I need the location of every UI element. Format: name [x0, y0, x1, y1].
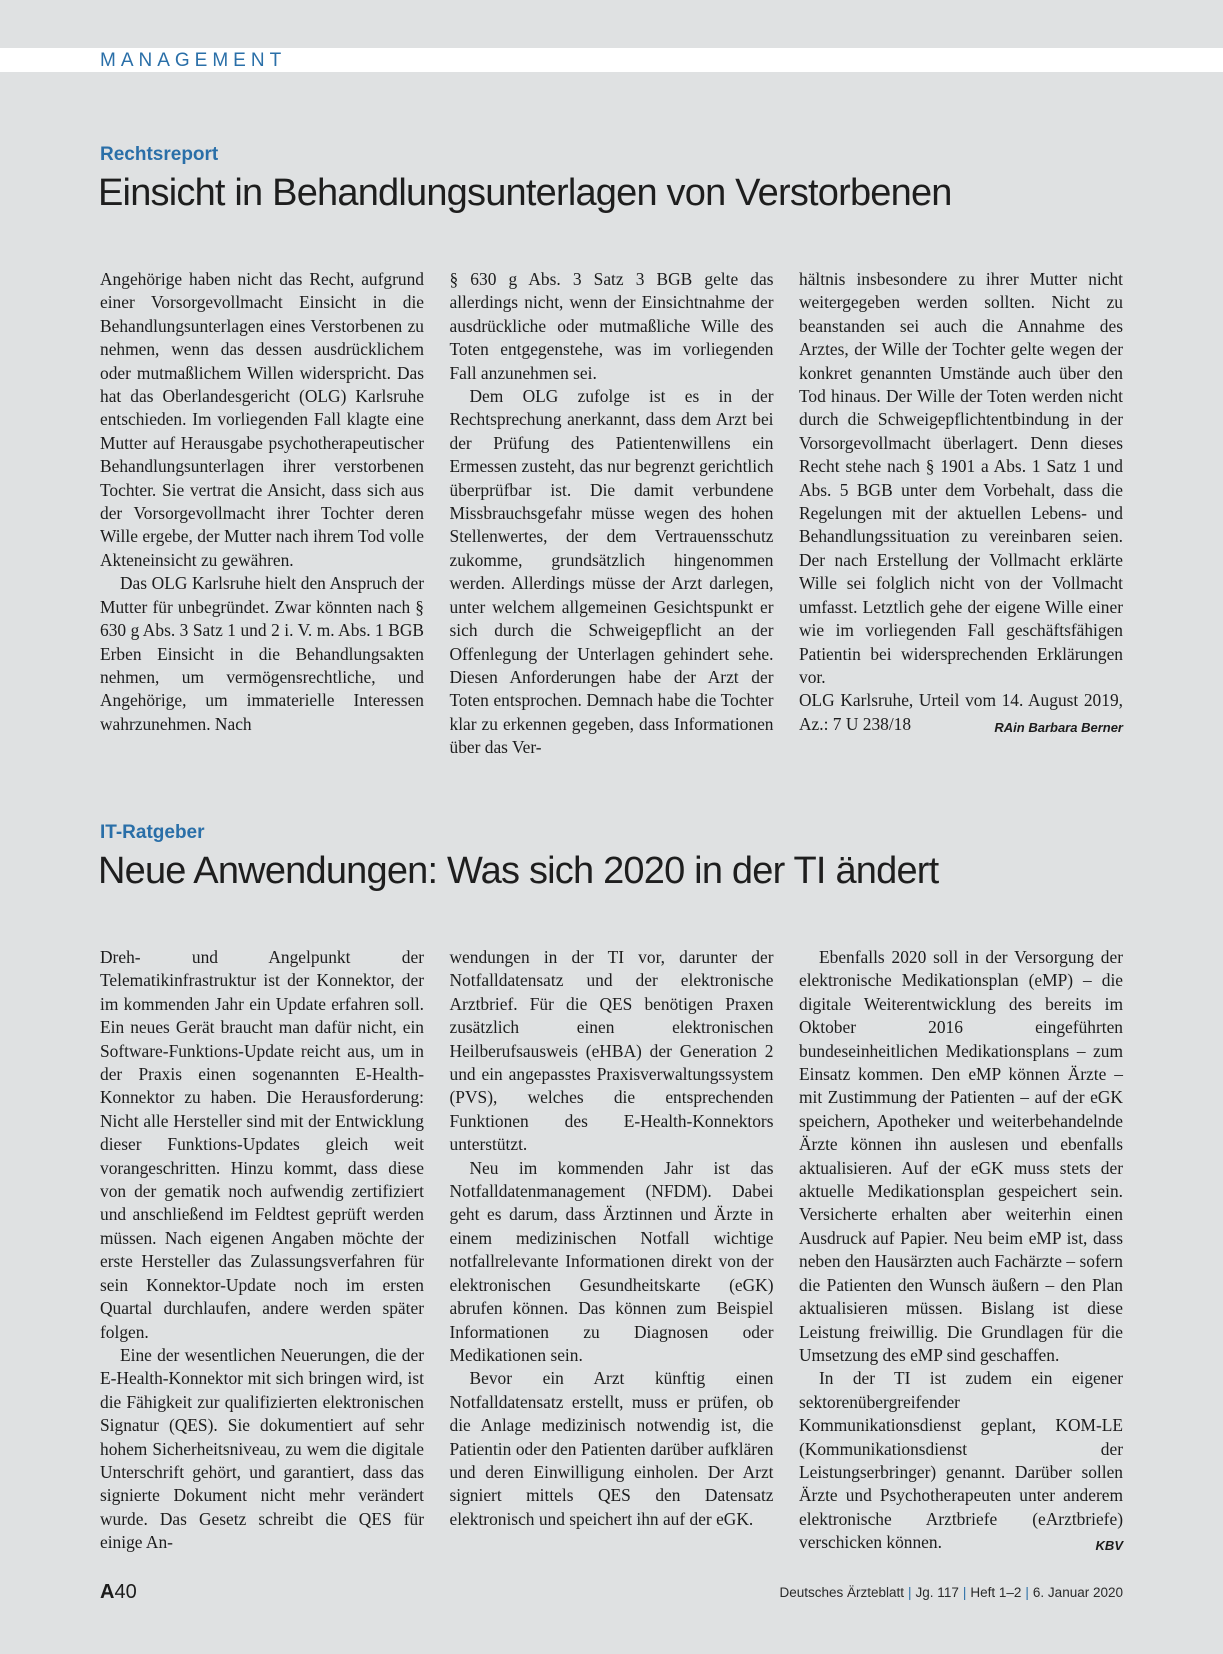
journal-date: 6. Januar 2020	[1032, 1585, 1123, 1600]
article2-column-3	[799, 946, 1123, 1558]
article2-paragraph: wendungen in der TI vor, darunter der Notfalldatensatz und der elektronische Arztbrief. Für die QES benötigen Praxen zusätzlich einen elektronischen Heilberufsausweis (eHBA) der Generation 2 und ein angepasstes Praxisverwaltungssystem (PVS), welches die entsprechenden Funktionen des E-Health-Konnektors unterstützt.	[449, 947, 774, 1155]
section-label: MANAGEMENT	[100, 50, 287, 71]
journal-name: Deutsches Ärzteblatt	[779, 1585, 905, 1600]
citation-text: OLG Karlsruhe, Urteil vom 14. August 2019, Az.: 7 U 238/18	[799, 690, 1123, 734]
article2-column-1	[100, 946, 424, 1558]
article1-paragraph: Angehörige haben nicht das Recht, aufgrund einer Vorsorgevollmacht Einsicht in die Behandlungsunterlagen eines Verstorbenen zu nehmen, wenn das dessen ausdrücklichem oder mutmaßlichem Willen widerspricht. Das hat das Oberlandesgericht (OLG) Karlsruhe entschieden. Im vorliegenden Fall klagte eine Mutter auf Herausgabe psychotherapeutischer Behandlungsunterlagen ihrer verstorbenen Tochter. Sie vertrat die Ansicht, dass sich aus der Vorsorgevollmacht ihrer Tochter deren Wille ergebe, der Mutter nach ihrem Tod volle Akteneinsicht zu gewähren.	[100, 269, 424, 570]
article1-kicker: Rechtsreport	[100, 144, 219, 165]
article2-paragraph: Bevor ein Arzt künftig einen Notfalldatensatz erstellt, muss er prüfen, ob die Anlage medizinisch notwendig ist, die Patientin oder den Patienten darüber aufklären und deren Einwilligung einholen. Der Arzt signiert mittels QES den Datensatz elektronisch und speichert ihn auf der eGK.	[449, 1368, 774, 1529]
article1-column-2	[450, 268, 774, 760]
article1-column-1	[100, 268, 424, 760]
separator: |	[962, 1585, 967, 1600]
article2-kicker: IT-Ratgeber	[100, 822, 205, 843]
journal-info	[779, 1585, 1123, 1600]
article2-columns	[100, 946, 1123, 1558]
article1-paragraph: Dem OLG zufolge ist es in der Rechtsprechung anerkannt, dass dem Arzt bei der Prüfung des Patientenwillens ein Ermessen zusteht, das nur begrenzt gerichtlich überprüfbar ist. Die damit verbundene Missbrauchsgefahr müsse wegen des hohen Stellenwertes, der dem Vertrauensschutz zukomme, grundsätzlich hingenommen werden. Allerdings müsse der Arzt darlegen, unter welchem allgemeinen Gesichtspunkt er sich durch die Schweigepflicht an der Offenlegung der Unterlagen gehindert sehe. Diesen Anforderungen habe der Arzt der Toten entsprochen. Demnach habe die Tochter klar zu erkennen gegeben, dass Informationen über das Ver-	[449, 386, 774, 758]
article1-columns	[100, 268, 1123, 760]
last-paragraph-text: In der TI ist zudem ein eigener sektorenübergreifender Kommunikationsdienst geplant, KOM-LE (Kommunikationsdienst der Leistungserbringer) genannt. Darüber sollen Ärzte und Psychotherapeuten unter anderem elektronische Arztbriefe (eArztbriefe) verschicken können.	[799, 1368, 1123, 1553]
journal-issue: Heft 1–2	[970, 1585, 1022, 1600]
article2-paragraph: Neu im kommenden Jahr ist das Notfalldatenmanagement (NFDM). Dabei geht es darum, dass Ärztinnen und Ärzte in einem medizinischen Notfall wichtige notfallrelevante Informationen direkt von der elektronischen Gesundheitskarte (eGK) abrufen können. Das können zum Beispiel Informationen zu Diagnosen oder Medikationen sein.	[449, 1157, 774, 1365]
article2-title: Neue Anwendungen: Was sich 2020 in der TI ändert	[98, 850, 939, 892]
article2-column-2	[450, 946, 774, 1558]
article2-paragraph: Eine der wesentlichen Neuerungen, die der E-Health-Konnektor mit sich bringen wird, ist die Fähigkeit zur qualifizierten elektronischen Signatur (QES). Sie dokumentiert auf sehr hohem Sicherheitsniveau, zu wem die digitale Unterschrift gehört, und garantiert, dass das signierte Dokument nicht mehr verändert wurde. Das Gesetz schreibt die QES für einige An-	[100, 1344, 424, 1553]
separator: |	[1025, 1585, 1029, 1600]
article1-column-3	[799, 268, 1123, 760]
article2-paragraph: Ebenfalls 2020 soll in der Versorgung der elektronische Medikationsplan (eMP) – die digitale Weiterentwicklung des bereits im Oktober 2016 eingeführten bundeseinheitlichen Medikationsplans – zum Einsatz kommen. Den eMP können Ärzte – mit Zustimmung der Patienten – auf der eGK speichern, Apotheker und weiterbehandelnde Ärzte können ihn auslesen und ebenfalls aktualisieren. Auf der eGK muss stets der aktuelle Medikationsplan gespeichert sein. Versicherte erhalten aber weiterhin einen Ausdruck auf Papier. Neu beim eMP ist, dass neben den Hausärzten auch Fachärzte – sofern die Patienten den Wunsch äußern – den Plan aktualisieren müssen. Bislang ist diese Leistung freiwillig. Die Grundlagen für die Umsetzung des eMP sind geschaffen.	[799, 947, 1123, 1365]
article1-author: RAin Barbara Berner	[994, 719, 1123, 735]
separator: |	[908, 1585, 912, 1600]
article1-title: Einsicht in Behandlungsunterlagen von Verstorbenen	[98, 172, 952, 214]
article2-paragraph: Dreh- und Angelpunkt der Telematikinfrastruktur ist der Konnektor, der im kommenden Jahr ein Update erfahren soll. Ein neues Gerät braucht man dafür nicht, ein Software-Funktions-Update reicht aus, um in der Praxis einen sogenannten E-Health-Konnektor zu haben. Die Herausforderung: Nicht alle Hersteller sind mit der Entwicklung dieser Funktions-Updates gleich weit vorangeschritten. Hinzu kommt, dass diese von der gematik noch aufwendig zertifiziert und anschließend im Feldtest geprüft werden müssen. Nach eigenen Angaben möchte der erste Hersteller das Zulassungsverfahren für sein Konnektor-Update noch im ersten Quartal durchlaufen, andere werden später folgen.	[100, 947, 424, 1342]
article1-paragraph: hältnis insbesondere zu ihrer Mutter nicht weitergegeben werden sollten. Nicht zu beanstanden sei auch die Annahme des Arztes, der Wille der Tochter gelte wegen der konkret genannten Umstände auch über den Tod hinaus. Der Wille der Toten werden nicht durch die Schweigepflichtentbindung in der Vorsorgevollmacht überlagert. Denn dieses Recht stehe nach § 1901 a Abs. 1 Satz 1 und Abs. 5 BGB unter dem Vorbehalt, dass die Regelungen mit der aktuellen Lebens- und Behandlungssituation zu vereinbaren seien. Der nach Erstellung der Vollmacht erklärte Wille sei folglich nicht von der Vollmacht umfasst. Letztlich gehe der eigene Wille einer wie im vorliegenden Fall geschäftsfähigen Patientin bei widersprechenden Erklärungen vor.	[799, 269, 1123, 687]
article2-paragraph-last	[799, 1367, 1123, 1554]
journal-volume: Jg. 117	[915, 1585, 959, 1600]
page-number	[100, 1581, 137, 1604]
page-prefix: A	[100, 1581, 115, 1603]
article1-paragraph: § 630 g Abs. 3 Satz 3 BGB gelte das allerdings nicht, wenn der Einsichtnahme der ausdrückliche oder mutmaßliche Wille des Toten entgegenstehe, was im vorliegenden Fall anzunehmen sei.	[449, 269, 774, 383]
article1-citation	[799, 689, 1123, 736]
article2-author: KBV	[1095, 1538, 1123, 1554]
page-number-value: 40	[114, 1581, 137, 1603]
article1-paragraph: Das OLG Karlsruhe hielt den Anspruch der Mutter für unbegründet. Zwar könnten nach § 630 g Abs. 3 Satz 1 und 2 i. V. m. Abs. 1 BGB Erben Einsicht in die Behandlungsakten nehmen, um vermögensrechtliche, und Angehörige, um immaterielle Interessen wahrzunehmen. Nach	[100, 573, 424, 734]
